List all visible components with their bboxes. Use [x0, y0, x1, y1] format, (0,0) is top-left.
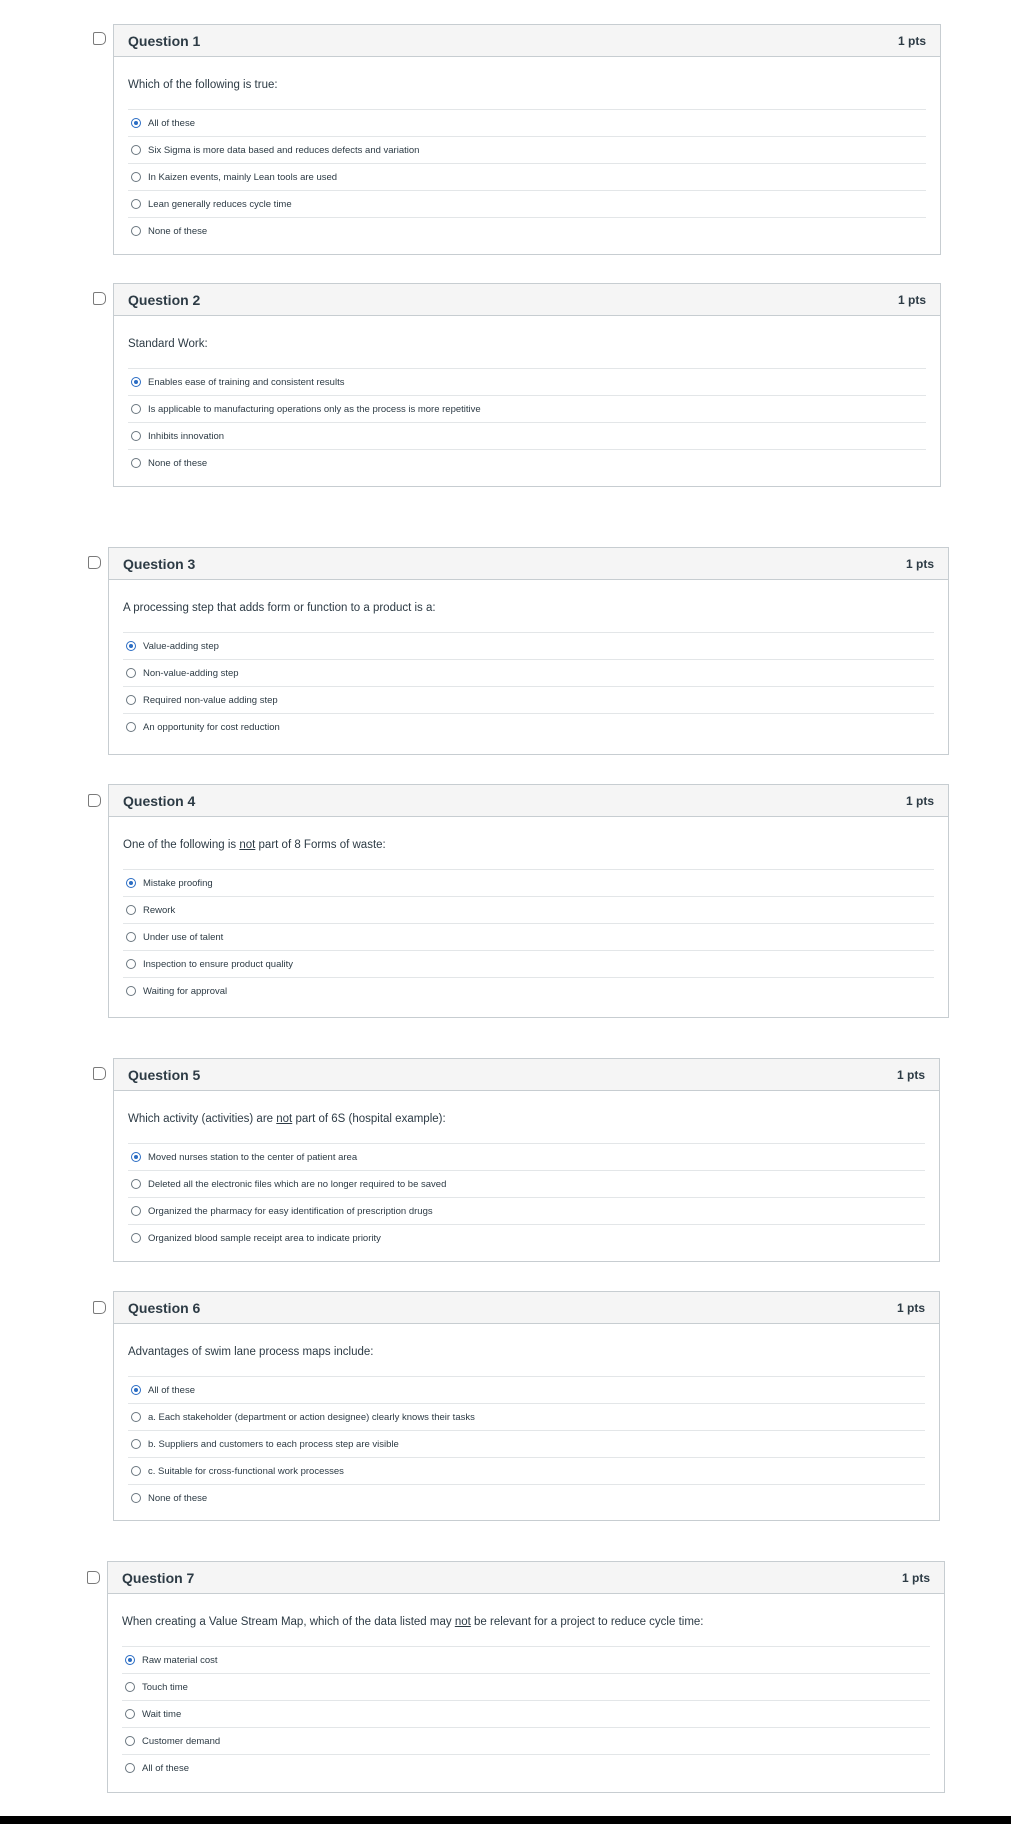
answer-label: An opportunity for cost reduction — [143, 721, 280, 733]
question-text: Which of the following is true: — [128, 79, 278, 91]
answer-label: Waiting for approval — [143, 985, 228, 997]
radio-icon[interactable] — [126, 695, 136, 705]
answer-label: All of these — [148, 117, 195, 129]
answer-label: Mistake proofing — [143, 877, 213, 889]
radio-icon[interactable] — [131, 1466, 141, 1476]
answer-option[interactable] — [128, 1225, 925, 1251]
answer-option[interactable] — [128, 396, 926, 423]
answer-label: Organized the pharmacy for easy identification of prescription drugs — [148, 1205, 433, 1217]
question-header — [114, 25, 940, 57]
question-text: A processing step that adds form or function to a product is a: — [123, 602, 436, 614]
answer-label: a. Each stakeholder (department or action designee) clearly knows their tasks — [148, 1411, 475, 1423]
answer-label: Organized blood sample receipt area to indicate priority — [148, 1232, 381, 1244]
answer-option[interactable] — [123, 633, 934, 660]
answer-label: None of these — [148, 457, 208, 469]
answer-list — [128, 368, 926, 476]
answer-list — [123, 869, 934, 1004]
answer-label: c. Suitable for cross-functional work processes — [148, 1465, 344, 1477]
answer-option[interactable] — [128, 137, 926, 164]
question-1 — [113, 24, 941, 255]
answer-label: In Kaizen events, mainly Lean tools are used — [148, 171, 338, 183]
answer-option[interactable] — [123, 870, 934, 897]
answer-label: Raw material cost — [142, 1654, 218, 1666]
bottom-edge-bar — [0, 1816, 1011, 1824]
answer-label: Deleted all the electronic files which are no longer required to be saved — [148, 1178, 447, 1190]
question-title: Question 2 — [128, 291, 201, 308]
radio-icon[interactable] — [131, 1206, 141, 1216]
radio-icon[interactable] — [126, 959, 136, 969]
answer-option[interactable] — [128, 191, 926, 218]
answer-option[interactable] — [123, 714, 934, 740]
answer-label: Customer demand — [142, 1735, 221, 1747]
radio-selected-icon[interactable] — [126, 878, 136, 888]
radio-icon[interactable] — [131, 431, 141, 441]
radio-icon[interactable] — [131, 172, 141, 182]
question-header — [108, 1562, 944, 1594]
answer-label: Under use of talent — [143, 931, 224, 943]
radio-icon[interactable] — [125, 1709, 135, 1719]
answer-label: Is applicable to manufacturing operations only as the process is more repetitive — [148, 403, 481, 415]
answer-option[interactable] — [123, 897, 934, 924]
answer-option[interactable] — [123, 660, 934, 687]
answer-option[interactable] — [122, 1647, 930, 1674]
radio-icon[interactable] — [131, 199, 141, 209]
answer-option[interactable] — [128, 450, 926, 476]
radio-selected-icon[interactable] — [126, 641, 136, 651]
radio-icon[interactable] — [126, 932, 136, 942]
question-header — [109, 548, 948, 580]
flag-question-icon[interactable] — [93, 32, 106, 45]
question-4 — [108, 784, 949, 1018]
answer-label: Wait time — [142, 1708, 182, 1720]
question-text-part: Which activity (activities) are — [128, 1113, 277, 1125]
answer-label: Touch time — [142, 1681, 188, 1693]
answer-option[interactable] — [123, 951, 934, 978]
question-7 — [107, 1561, 945, 1793]
question-title: Question 4 — [123, 792, 196, 809]
answer-option[interactable] — [128, 1377, 925, 1404]
answer-label: Moved nurses station to the center of patient area — [148, 1151, 358, 1163]
question-points: 1 pts — [896, 1067, 925, 1082]
question-header — [114, 284, 940, 316]
question-header — [114, 1292, 939, 1324]
question-points: 1 pts — [905, 793, 934, 808]
answer-option[interactable] — [123, 924, 934, 951]
question-text — [123, 837, 934, 853]
radio-icon[interactable] — [125, 1763, 135, 1773]
question-text-underlined: not — [276, 1113, 293, 1125]
answer-option[interactable] — [128, 218, 926, 244]
answer-option[interactable] — [122, 1674, 930, 1701]
answer-option[interactable] — [122, 1755, 930, 1781]
question-text-part: be relevant for a project to reduce cycle time: — [470, 1616, 704, 1628]
flag-question-icon[interactable] — [93, 1301, 106, 1314]
answer-label: Non-value-adding step — [143, 667, 239, 679]
answer-option[interactable] — [122, 1728, 930, 1755]
radio-icon[interactable] — [131, 226, 141, 236]
question-text-part: When creating a Value Stream Map, which of the data listed may — [122, 1616, 455, 1628]
question-text: Standard Work: — [128, 338, 208, 350]
question-2 — [113, 283, 941, 487]
radio-icon[interactable] — [131, 1233, 141, 1243]
question-5 — [113, 1058, 940, 1262]
question-text-underlined: not — [454, 1616, 471, 1628]
radio-icon[interactable] — [125, 1682, 135, 1692]
question-text-part: part of 6S (hospital example): — [292, 1113, 446, 1125]
answer-list — [128, 1376, 925, 1511]
answer-label: Inhibits innovation — [148, 430, 225, 442]
answer-option[interactable] — [123, 978, 934, 1004]
question-header — [109, 785, 948, 817]
radio-icon[interactable] — [126, 668, 136, 678]
radio-selected-icon[interactable] — [131, 118, 141, 128]
answer-label: b. Suppliers and customers to each process step are visible — [148, 1438, 399, 1450]
question-text: Advantages of swim lane process maps include: — [128, 1346, 374, 1358]
question-3 — [108, 547, 949, 755]
answer-option[interactable] — [128, 1144, 925, 1171]
answer-option[interactable] — [128, 369, 926, 396]
radio-icon[interactable] — [126, 722, 136, 732]
question-title: Question 6 — [128, 1299, 201, 1316]
flag-question-icon[interactable] — [87, 1571, 100, 1584]
flag-question-icon[interactable] — [93, 1067, 106, 1080]
question-text-part: part of 8 Forms of waste: — [255, 839, 386, 851]
question-title: Question 5 — [128, 1066, 201, 1083]
question-title: Question 3 — [123, 555, 196, 572]
answer-option[interactable] — [128, 423, 926, 450]
flag-question-icon[interactable] — [88, 794, 101, 807]
answer-option[interactable] — [128, 1431, 925, 1458]
answer-label: None of these — [148, 1492, 208, 1504]
radio-icon[interactable] — [131, 458, 141, 468]
radio-selected-icon[interactable] — [131, 1152, 141, 1162]
radio-icon[interactable] — [131, 1412, 141, 1422]
radio-selected-icon[interactable] — [131, 1385, 141, 1395]
radio-icon[interactable] — [126, 986, 136, 996]
answer-option[interactable] — [122, 1701, 930, 1728]
question-header — [114, 1059, 939, 1091]
answer-option[interactable] — [128, 1198, 925, 1225]
answer-list — [122, 1646, 930, 1781]
answer-label: Rework — [143, 904, 176, 916]
answer-option[interactable] — [128, 1458, 925, 1485]
answer-option[interactable] — [128, 1485, 925, 1511]
question-points: 1 pts — [897, 33, 926, 48]
answer-label: All of these — [148, 1384, 195, 1396]
flag-question-icon[interactable] — [88, 556, 101, 569]
question-text-underlined: not — [239, 839, 256, 851]
question-text — [122, 1614, 930, 1630]
question-title: Question 7 — [122, 1569, 195, 1586]
radio-icon[interactable] — [131, 1439, 141, 1449]
radio-selected-icon[interactable] — [125, 1655, 135, 1665]
answer-list — [123, 632, 934, 740]
answer-label: Six Sigma is more data based and reduces defects and variation — [148, 144, 420, 156]
answer-label: None of these — [148, 225, 208, 237]
question-text-part: One of the following is — [123, 839, 240, 851]
question-points: 1 pts — [897, 292, 926, 307]
answer-label: Inspection to ensure product quality — [143, 958, 293, 970]
answer-option[interactable] — [128, 1404, 925, 1431]
radio-icon[interactable] — [131, 404, 141, 414]
question-points: 1 pts — [901, 1570, 930, 1585]
radio-icon[interactable] — [131, 1493, 141, 1503]
answer-list — [128, 1143, 925, 1251]
radio-icon[interactable] — [126, 905, 136, 915]
answer-label: All of these — [142, 1762, 189, 1774]
question-points: 1 pts — [905, 556, 934, 571]
answer-option[interactable] — [128, 164, 926, 191]
radio-selected-icon[interactable] — [131, 377, 141, 387]
question-points: 1 pts — [896, 1300, 925, 1315]
answer-label: Enables ease of training and consistent results — [148, 376, 345, 388]
answer-option[interactable] — [128, 110, 926, 137]
radio-icon[interactable] — [131, 145, 141, 155]
answer-label: Lean generally reduces cycle time — [148, 198, 292, 210]
question-6 — [113, 1291, 940, 1521]
question-title: Question 1 — [128, 32, 201, 49]
flag-question-icon[interactable] — [93, 292, 106, 305]
answer-option[interactable] — [128, 1171, 925, 1198]
answer-label: Value-adding step — [143, 640, 219, 652]
radio-icon[interactable] — [131, 1179, 141, 1189]
question-text — [128, 1111, 925, 1127]
answer-list — [128, 109, 926, 244]
answer-option[interactable] — [123, 687, 934, 714]
radio-icon[interactable] — [125, 1736, 135, 1746]
answer-label: Required non-value adding step — [143, 694, 278, 706]
